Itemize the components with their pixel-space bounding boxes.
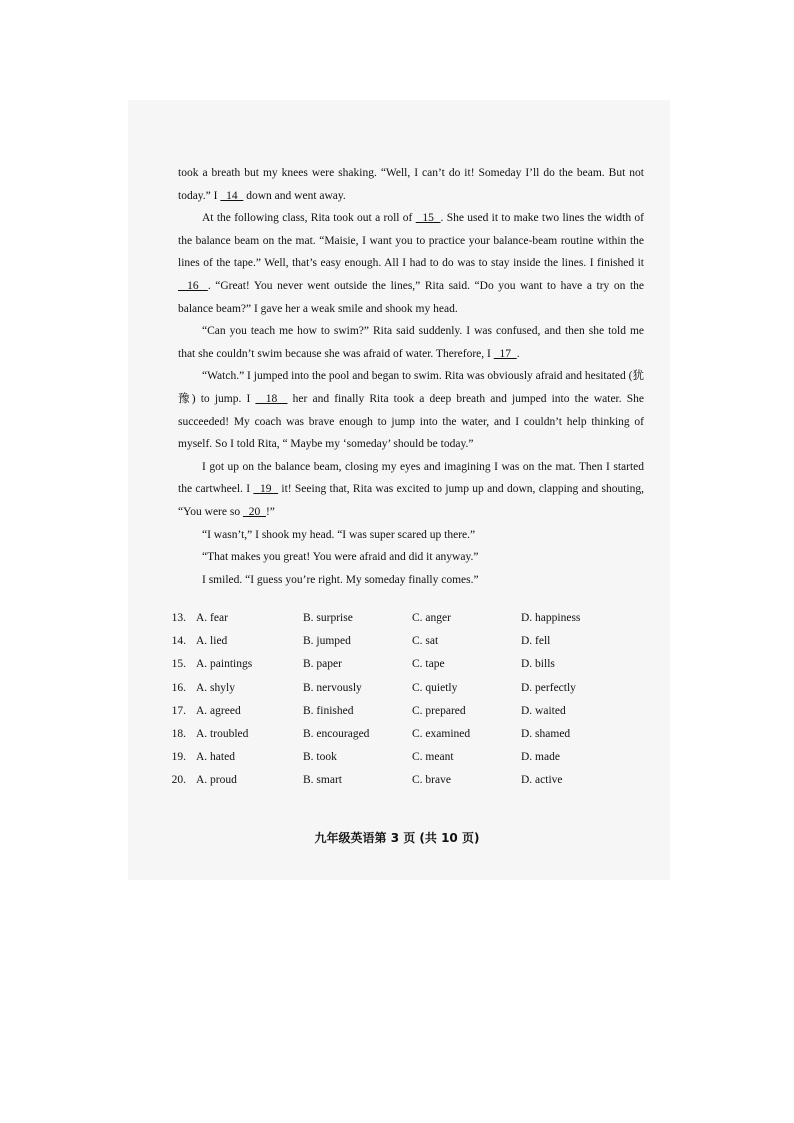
option-b: B. finished: [303, 704, 354, 717]
paragraph: I smiled. “I guess you’re right. My someday finally comes.”: [202, 573, 479, 586]
option-c: C. examined: [412, 727, 471, 740]
option-d: D. perfectly: [521, 681, 576, 694]
option-b: B. surprise: [303, 612, 353, 624]
blank-19: 19: [253, 483, 279, 496]
passage-text: I got up on the balance beam, closing my eyes and imagining I was on the mat. Then I started the cartwheel. I: [178, 460, 644, 496]
option-b: B. jumped: [303, 635, 351, 648]
option-b: B. encouraged: [303, 727, 370, 740]
passage-text: took a breath but my knees were shaking. “Well, I can’t do it! Someday I’ll do the beam. But not today.” I: [178, 167, 644, 202]
answer-options: [164, 612, 664, 798]
option-b: B. nervously: [303, 681, 362, 694]
passage-text: her and finally Rita took a deep breath and jumped into the water. She succeeded! My coach was brave enough to jump into the water, and I couldn’t help thinking of myself. So I told Rita, “ Maybe my ‘someday’ should be today.”: [178, 392, 645, 451]
option-c: C. brave: [412, 774, 451, 787]
option-c: C. anger: [412, 612, 451, 624]
page-footer: 九年级英语第 3 页 (共 10 页): [314, 831, 480, 845]
question-options: [164, 635, 664, 658]
option-c: C. sat: [412, 635, 439, 648]
paragraph: [178, 456, 644, 524]
paragraph: [178, 207, 644, 320]
paragraph: [178, 162, 644, 207]
option-d: D. fell: [521, 635, 551, 648]
question-number: 16.: [171, 681, 186, 694]
passage-text: “Can you teach me how to swim?” Rita said suddenly. I was confused, and then she told me that she couldn’t swim because she was afraid of water. Therefore, I: [178, 325, 644, 360]
option-c: C. meant: [412, 751, 454, 764]
option-c: C. quietly: [412, 681, 458, 694]
paragraph: “That makes you great! You were afraid and did it anyway.”: [202, 551, 479, 564]
option-a: A. proud: [196, 774, 237, 787]
blank-17: 17: [493, 347, 517, 360]
question-options: [164, 612, 664, 635]
option-d: D. happiness: [521, 612, 581, 624]
question-number: 19.: [171, 751, 186, 764]
passage-text: down and went away.: [243, 189, 346, 202]
question-options: [164, 751, 664, 774]
passage-text: . She used it to make two lines the width of the balance beam on the mat. “Maisie, I want you to practice your balance-beam routine within the lines of the tape.” Well, that’s easy enough. All I had to do was to stay inside the lines. I finished it: [178, 212, 644, 270]
question-number: 20.: [171, 774, 186, 787]
passage-text: “Watch.” I jumped into the pool and began to swim. Rita was obviously afraid and hesitated (犹豫) to jump. I: [178, 370, 644, 405]
question-options: [164, 728, 664, 751]
question-options: [164, 705, 664, 728]
blank-15: 15: [415, 212, 441, 225]
blank-18: 18: [255, 392, 288, 405]
option-a: A. shyly: [196, 681, 235, 694]
option-b: B. took: [303, 751, 337, 764]
option-d: D. bills: [521, 658, 555, 671]
question-options: [164, 682, 664, 705]
question-number: 15.: [171, 658, 186, 671]
option-d: D. waited: [521, 704, 566, 717]
passage-text: !”: [265, 505, 275, 518]
question-number: 18.: [171, 727, 186, 740]
question-number: 13.: [171, 612, 186, 624]
option-a: A. hated: [196, 751, 235, 764]
question-options: [164, 774, 664, 797]
blank-20: 20: [242, 505, 266, 518]
paragraph: [178, 365, 644, 455]
option-b: B. paper: [303, 658, 342, 671]
passage-text: .: [516, 347, 520, 360]
question-options: [164, 658, 664, 681]
option-d: D. shamed: [521, 727, 571, 740]
option-a: A. paintings: [196, 658, 253, 671]
option-b: B. smart: [303, 774, 342, 787]
option-c: C. tape: [412, 658, 445, 671]
passage-text: At the following class, Rita took out a roll of: [202, 212, 416, 225]
passage-text: . “Great! You never went outside the lines,” Rita said. “Do you want to have a try on the balance beam?” I gave her a weak smile and shook my head.: [178, 279, 644, 315]
option-d: D. active: [521, 774, 563, 787]
paragraph: [178, 320, 644, 365]
passage-text: it! Seeing that, Rita was excited to jump up and down, clapping and shouting, “You were so: [178, 483, 645, 518]
blank-16: 16: [178, 279, 208, 292]
paragraph: “I wasn’t,” I shook my head. “I was super scared up there.”: [202, 528, 476, 541]
question-number: 14.: [171, 635, 186, 648]
option-a: A. fear: [196, 612, 228, 624]
question-number: 17.: [171, 704, 186, 717]
option-c: C. prepared: [412, 704, 466, 717]
option-a: A. troubled: [196, 727, 249, 740]
option-a: A. agreed: [196, 704, 241, 717]
blank-14: 14: [220, 189, 244, 202]
option-a: A. lied: [196, 635, 228, 648]
option-d: D. made: [521, 751, 560, 764]
reading-passage: [178, 162, 644, 591]
